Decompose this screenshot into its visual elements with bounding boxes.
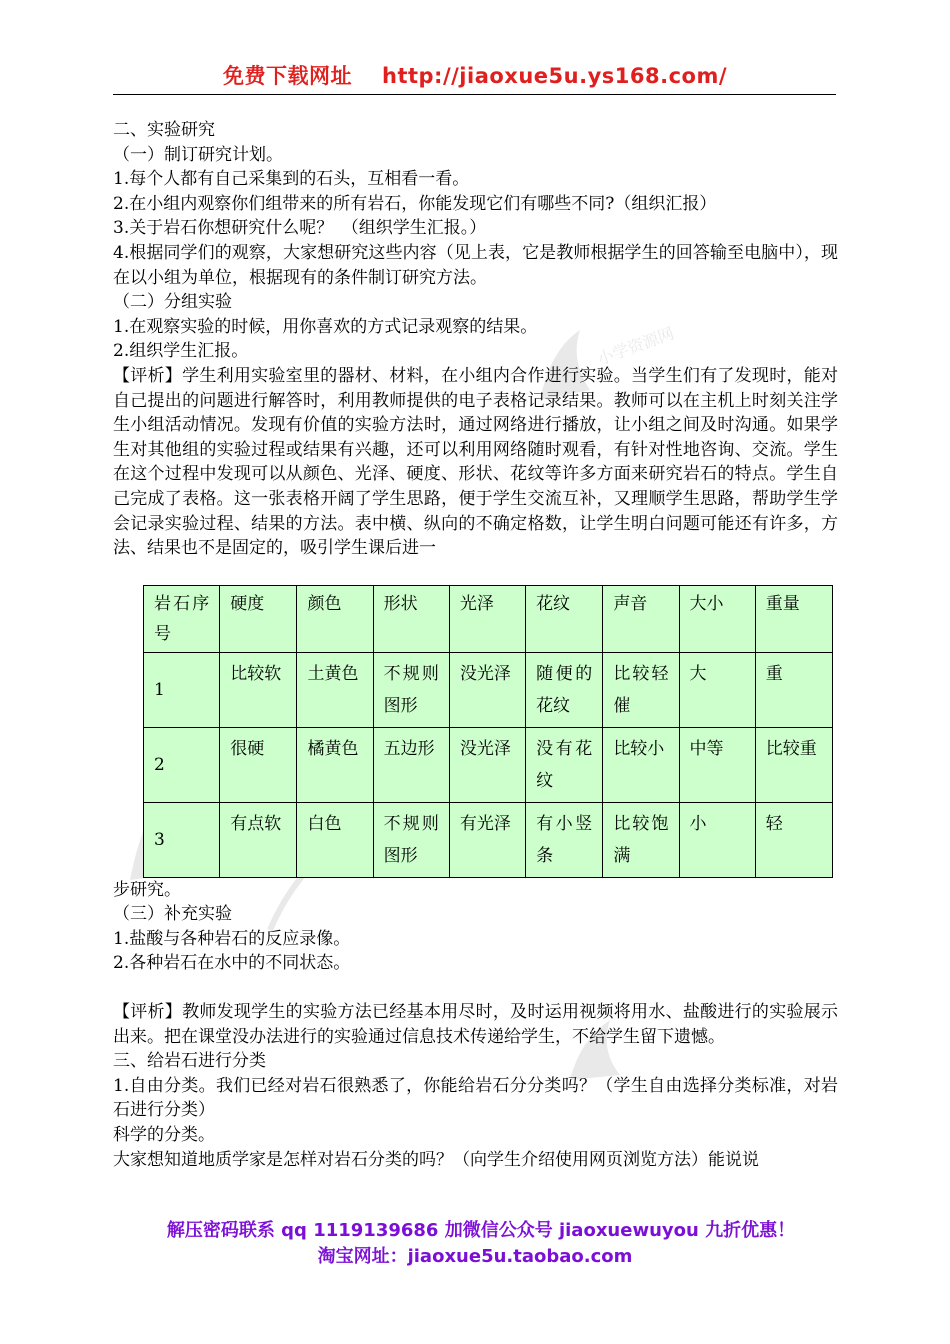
rock-table-wrapper [113, 561, 838, 878]
table-header-cell: 声音 [603, 585, 679, 652]
table-cell: 比较小 [603, 727, 679, 802]
contact-footer [0, 1218, 950, 1270]
paragraph: 2.在小组内观察你们组带来的所有岩石，你能发现它们有哪些不同?（组织汇报） [113, 193, 717, 214]
table-cell: 有光泽 [449, 802, 525, 877]
document-body [113, 118, 838, 1172]
paragraph: 2.各种岩石在水中的不同状态。 [113, 953, 351, 974]
paragraph: 科学的分类。 [113, 1125, 215, 1146]
commentary-paragraph: 【评析】教师发现学生的实验方法已经基本用尽时，及时运用视频将用水、盐酸进行的实验展示出来。把在课堂没办法进行的实验通过信息技术传递给学生，不给学生留下遗憾。 [113, 1002, 838, 1047]
subsection-heading: （三）补充实验 [113, 904, 232, 925]
rock-observation-table [143, 585, 833, 878]
table-cell: 中等 [679, 727, 755, 802]
paragraph: 步研究。 [113, 879, 181, 900]
paragraph: 1.自由分类。我们已经对岩石很熟悉了，你能给岩石分分类吗？（学生自由选择分类标准，对岩石进行分类） [113, 1075, 838, 1121]
table-cell: 不规则图形 [373, 802, 449, 877]
table-header-row [144, 585, 833, 652]
table-header-cell: 重量 [755, 585, 832, 652]
svg-text:小学资源网: 小学资源网 [594, 323, 677, 369]
subsection-heading: （一）制订研究计划。 [113, 144, 283, 165]
table-cell: 轻 [755, 802, 832, 877]
table-cell: 1 [144, 652, 220, 727]
table-header-cell: 岩石序号 [144, 585, 220, 652]
paragraph: 1.盐酸与各种岩石的反应录像。 [113, 928, 351, 949]
commentary-paragraph: 【评析】学生利用实验室里的器材、材料，在小组内合作进行实验。当学生们有了发现时，能对自己提出的问题进行解答时，利用教师提供的电子表格记录结果。教师可以在主机上时刻关注学生小组活动情况。发现有价值的实验方法时，通过网络进行播放，让小组之间及时沟通。如果学生对其他组的实验过程或结果有兴趣，还可以利用网络随时观看，有针对性地咨询、交流。学生在这个过程中发现可以从颜色、光泽、硬度、形状、花纹等许多方面来研究岩石的特点。学生自己完成了表格。这一张表格开阔了学生思路，便于学生交流互补，又理顺学生思路，帮助学生学会记录实验过程、结果的方法。表中横、纵向的不确定格数，让学生明白问题可能还有许多，方法、结果也不是固定的，吸引学生课后进一 [113, 365, 838, 559]
table-cell: 橘黄色 [297, 727, 373, 802]
paragraph: 3.关于岩石你想研究什么呢？ （组织学生汇报。） [113, 218, 487, 239]
table-header-cell: 形状 [373, 585, 449, 652]
table-row [144, 727, 833, 802]
table-header-cell: 花纹 [526, 585, 603, 652]
table-header-cell: 光泽 [449, 585, 525, 652]
table-row [144, 802, 833, 877]
table-cell: 比较饱满 [603, 802, 679, 877]
table-cell: 土黄色 [297, 652, 373, 727]
paragraph: 1.在观察实验的时候，用你喜欢的方式记录观察的结果。 [113, 316, 538, 337]
table-cell: 大 [679, 652, 755, 727]
table-cell: 不规则图形 [373, 652, 449, 727]
table-header-cell: 大小 [679, 585, 755, 652]
section-heading: 三、给岩石进行分类 [113, 1051, 266, 1072]
table-row [144, 652, 833, 727]
paragraph: 大家想知道地质学家是怎样对岩石分类的吗？（向学生介绍使用网页浏览方法）能说说 [113, 1149, 759, 1170]
footer-shop-link[interactable]: 淘宝网址：jiaoxue5u.taobao.com [317, 1246, 633, 1267]
table-cell: 随便的花纹 [526, 652, 603, 727]
paragraph: 1.每个人都有自己采集到的石头，互相看一看。 [113, 169, 470, 190]
header-label: 免费下载网址 [223, 64, 352, 88]
table-header-cell: 颜色 [297, 585, 373, 652]
table-cell: 2 [144, 727, 220, 802]
header-divider [113, 94, 836, 95]
table-cell: 很硬 [220, 727, 297, 802]
table-cell: 比较重 [755, 727, 832, 802]
table-cell: 比较软 [220, 652, 297, 727]
table-cell: 五边形 [373, 727, 449, 802]
paragraph: 2.组织学生汇报。 [113, 341, 249, 362]
section-heading: 二、实验研究 [113, 120, 215, 140]
download-header [0, 60, 950, 90]
paragraph: 4.根据同学们的观察，大家想研究这些内容（见上表，它是教师根据学生的回答输至电脑中），现在以小组为单位，根据现有的条件制订研究方法。 [113, 242, 838, 288]
subsection-heading: （二）分组实验 [113, 292, 232, 313]
table-header-cell: 硬度 [220, 585, 297, 652]
table-cell: 比较轻催 [603, 652, 679, 727]
table-cell: 没光泽 [449, 727, 525, 802]
table-cell: 3 [144, 802, 220, 877]
table-cell: 有小竖条 [526, 802, 603, 877]
footer-contact-line: 解压密码联系 qq 1119139686 加微信公众号 jiaoxuewuyou 九折优惠！ [166, 1220, 796, 1241]
header-url-link[interactable]: http://jiaoxue5u.ys168.com/ [382, 64, 727, 88]
table-cell: 重 [755, 652, 832, 727]
table-cell: 没有花纹 [526, 727, 603, 802]
table-cell: 没光泽 [449, 652, 525, 727]
table-cell: 有点软 [220, 802, 297, 877]
table-cell: 小 [679, 802, 755, 877]
table-cell: 白色 [297, 802, 373, 877]
